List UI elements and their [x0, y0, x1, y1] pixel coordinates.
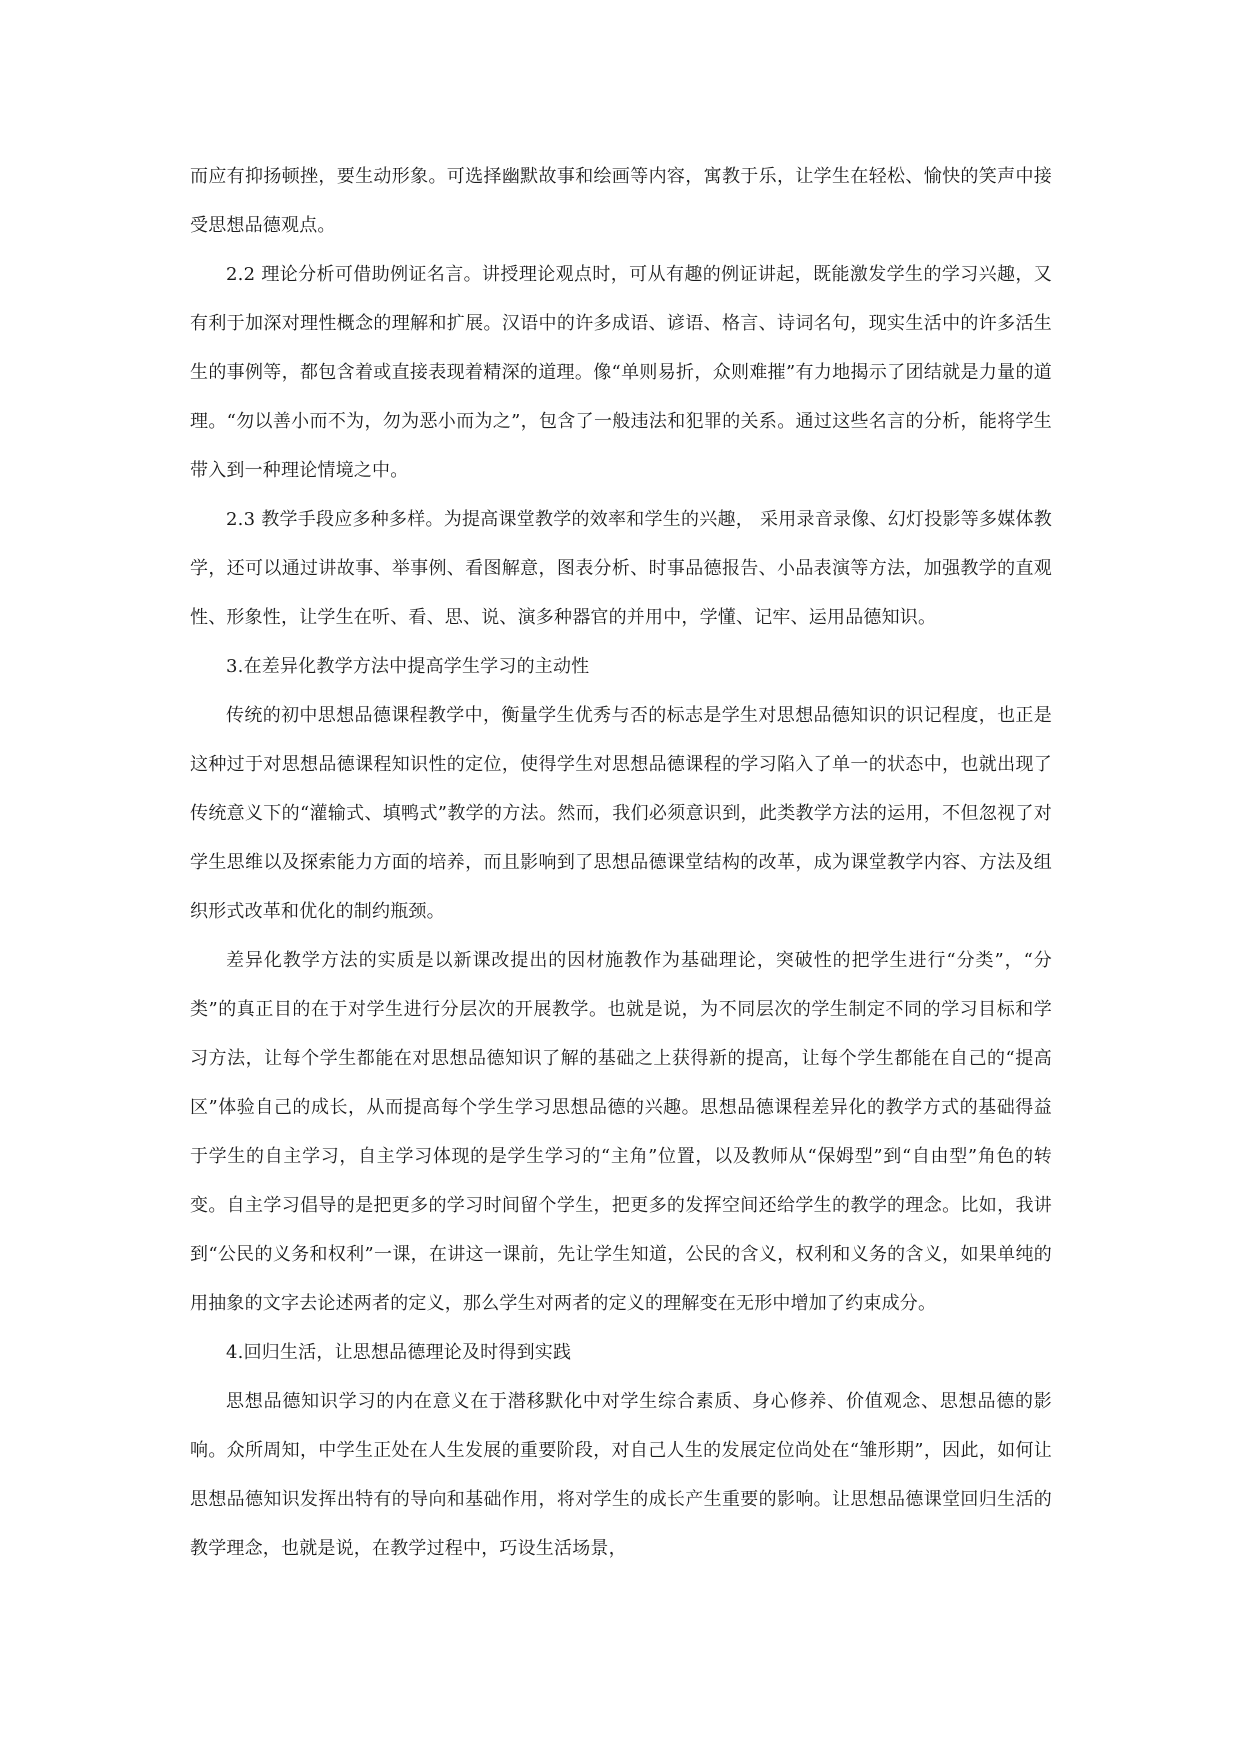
- paragraph-2-2-theory-analysis: 2.2 理论分析可借助例证名言。讲授理论观点时，可从有趣的例证讲起，既能激发学生的学习兴趣，又有利于加深对理性概念的理解和扩展。汉语中的许多成语、谚语、格言、诗词名句，现实生活中的许多活生生的事例等，都包含着或直接表现着精深的道理。像“单则易折，众则难摧”有力地揭示了团结就是力量的道理。“勿以善小而不为，勿为恶小而为之”，包含了一般违法和犯罪的关系。通过这些名言的分析，能将学生带入到一种理论情境之中。: [190, 264, 1052, 481]
- paragraph-return-to-life: 思想品德知识学习的内在意义在于潜移默化中对学生综合素质、身心修养、价值观念、思想品德的影响。众所周知，中学生正处在人生发展的重要阶段，对自己人生的发展定位尚处在“雏形期”，因此，如何让思想品德知识发挥出特有的导向和基础作用，将对学生的成长产生重要的影响。让思想品德课堂回归生活的教学理念，也就是说，在教学过程中，巧设生活场景，: [190, 1391, 1052, 1559]
- section-heading-3: 3.在差异化教学方法中提高学生学习的主动性: [226, 656, 590, 677]
- section-heading-4: 4.回归生活，让思想品德理论及时得到实践: [226, 1342, 572, 1363]
- paragraph-traditional-teaching: 传统的初中思想品德课程教学中，衡量学生优秀与否的标志是学生对思想品德知识的识记程度，也正是这种过于对思想品德课程知识性的定位，使得学生对思想品德课程的学习陷入了单一的状态中，也就出现了传统意义下的“灌输式、填鸭式”教学的方法。然而，我们必须意识到，此类教学方法的运用，不但忽视了对学生思维以及探索能力方面的培养，而且影响到了思想品德课堂结构的改革，成为课堂教学内容、方法及组织形式改革和优化的制约瓶颈。: [190, 705, 1052, 922]
- paragraph-2-3-teaching-methods: 2.3 教学手段应多种多样。为提高课堂教学的效率和学生的兴趣， 采用录音录像、幻灯投影等多媒体教学，还可以通过讲故事、举事例、看图解意，图表分析、时事品德报告、小品表演等方法，加强教学的直观性、形象性，让学生在听、看、思、说、演多种器官的并用中，学懂、记牢、运用品德知识。: [190, 509, 1052, 628]
- paragraph-continuation: 而应有抑扬顿挫，要生动形象。可选择幽默故事和绘画等内容，寓教于乐，让学生在轻松、愉快的笑声中接受思想品德观点。: [190, 166, 1052, 236]
- document-body: [190, 152, 1052, 1573]
- paragraph-differentiated-teaching: 差异化教学方法的实质是以新课改提出的因材施教作为基础理论，突破性的把学生进行“分类”，“分类”的真正目的在于对学生进行分层次的开展教学。也就是说，为不同层次的学生制定不同的学习目标和学习方法，让每个学生都能在对思想品德知识了解的基础之上获得新的提高，让每个学生都能在自己的“提高区”体验自己的成长，从而提高每个学生学习思想品德的兴趣。思想品德课程差异化的教学方式的基础得益于学生的自主学习，自主学习体现的是学生学习的“主角”位置，以及教师从“保姆型”到“自由型”角色的转变。自主学习倡导的是把更多的学习时间留个学生，把更多的发挥空间还给学生的教学的理念。比如，我讲到“公民的义务和权利”一课，在讲这一课前，先让学生知道，公民的含义，权利和义务的含义，如果单纯的用抽象的文字去论述两者的定义，那么学生对两者的定义的理解变在无形中增加了约束成分。: [190, 950, 1052, 1314]
